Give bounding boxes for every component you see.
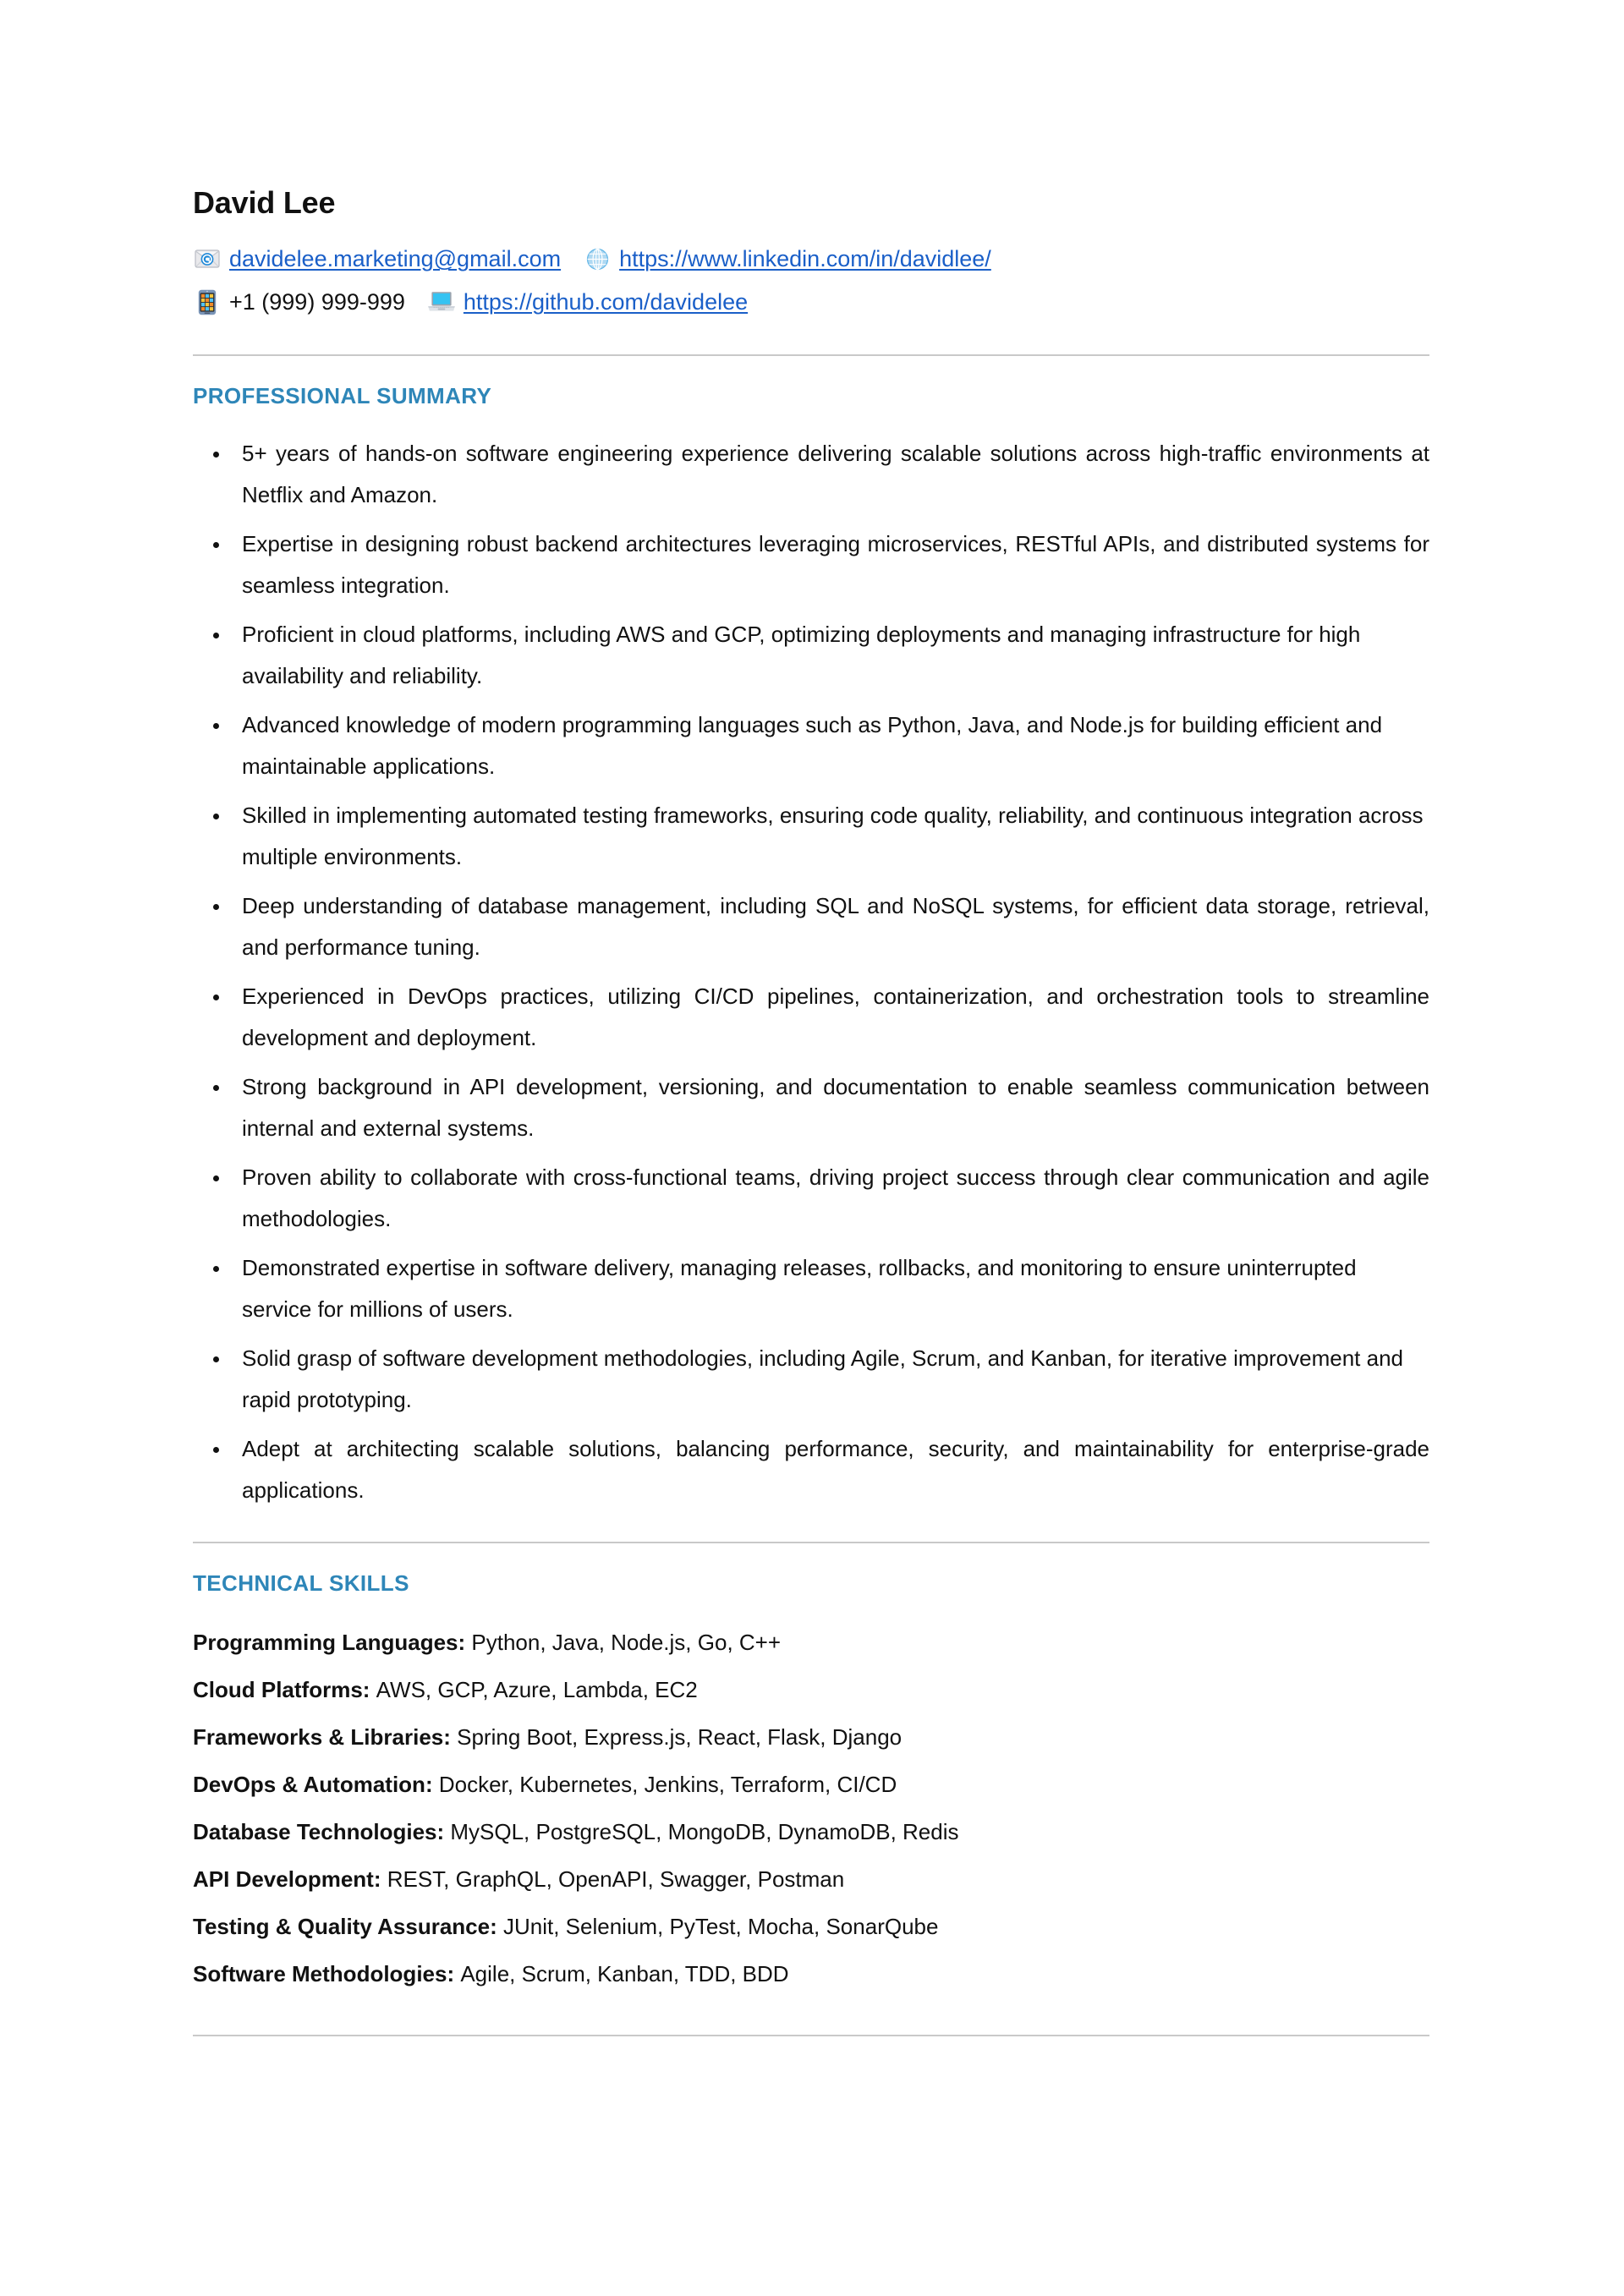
contact-row-2 <box>193 285 1429 319</box>
skills-divider <box>193 2035 1429 2036</box>
summary-bullet: Experienced in DevOps practices, utilizing CI/CD pipelines, containerization, and orchestration tools to streamline development and deployment. <box>193 976 1429 1059</box>
skill-label: Frameworks & Libraries: <box>193 1724 458 1750</box>
github-link[interactable]: https://github.com/davidelee <box>463 289 749 315</box>
skill-value: Docker, Kubernetes, Jenkins, Terraform, CI/CD <box>438 1772 897 1797</box>
skill-label: Database Technologies: <box>193 1819 451 1844</box>
mobile-phone-icon <box>193 289 222 315</box>
summary-bullet: Demonstrated expertise in software delivery, managing releases, rollbacks, and monitoring to ensure uninterrupted service for millions of users. <box>193 1247 1429 1330</box>
skill-row <box>193 1761 1429 1808</box>
laptop-icon <box>427 289 456 315</box>
contact-github[interactable] <box>427 288 748 316</box>
linkedin-link[interactable]: https://www.linkedin.com/in/davidlee/ <box>619 246 991 271</box>
globe-icon <box>583 246 612 271</box>
contact-row-1 <box>193 242 1429 276</box>
summary-bullet: Skilled in implementing automated testing frameworks, ensuring code quality, reliability, and continuous integration across multiple environments. <box>193 795 1429 878</box>
skill-value: Spring Boot, Express.js, React, Flask, Django <box>457 1724 903 1750</box>
skill-value: MySQL, PostgreSQL, MongoDB, DynamoDB, Redis <box>450 1819 959 1844</box>
skill-label: Software Methodologies: <box>193 1961 461 1986</box>
skill-row <box>193 1666 1429 1713</box>
phone-number: +1 (999) 999-999 <box>229 289 405 315</box>
skill-value: REST, GraphQL, OpenAPI, Swagger, Postman <box>387 1866 845 1892</box>
candidate-name: David Lee <box>193 185 336 220</box>
skill-value: AWS, GCP, Azure, Lambda, EC2 <box>376 1677 698 1702</box>
summary-bullet: Solid grasp of software development methodologies, including Agile, Scrum, and Kanban, for iterative improvement and rapid prototyping. <box>193 1338 1429 1421</box>
summary-divider <box>193 1542 1429 1543</box>
summary-bullet: 5+ years of hands-on software engineering experience delivering scalable solutions across high-traffic environments at Netflix and Amazon. <box>193 433 1429 516</box>
email-icon <box>193 246 222 271</box>
skill-label: API Development: <box>193 1866 387 1892</box>
skill-value: Python, Java, Node.js, Go, C++ <box>471 1630 782 1655</box>
contact-linkedin[interactable] <box>583 244 991 273</box>
skill-value: Agile, Scrum, Kanban, TDD, BDD <box>460 1961 789 1986</box>
professional-summary-list <box>193 433 1429 1511</box>
email-link[interactable]: davidelee.marketing@gmail.com <box>229 246 562 271</box>
header-divider <box>193 354 1429 356</box>
skill-label: DevOps & Automation: <box>193 1772 439 1797</box>
summary-bullet: Strong background in API development, versioning, and documentation to enable seamless communication between internal and external systems. <box>193 1066 1429 1149</box>
skill-label: Testing & Quality Assurance: <box>193 1914 503 1939</box>
resume-document <box>193 185 1429 2036</box>
summary-bullet: Proven ability to collaborate with cross-functional teams, driving project success through clear communication and agile methodologies. <box>193 1157 1429 1240</box>
summary-bullet: Proficient in cloud platforms, including AWS and GCP, optimizing deployments and managing infrastructure for high availability and reliability. <box>193 614 1429 697</box>
summary-bullet: Adept at architecting scalable solutions, balancing performance, security, and maintainability for enterprise-grade applications. <box>193 1428 1429 1511</box>
technical-skills-list <box>193 1619 1429 1997</box>
contact-email[interactable] <box>193 244 561 273</box>
skill-label: Programming Languages: <box>193 1630 472 1655</box>
contact-phone <box>193 288 405 316</box>
section-title-technical-skills: TECHNICAL SKILLS <box>193 1570 409 1596</box>
skill-label: Cloud Platforms: <box>193 1677 376 1702</box>
skill-row <box>193 1950 1429 1997</box>
summary-bullet: Deep understanding of database management, including SQL and NoSQL systems, for efficient data storage, retrieval, and performance tuning. <box>193 885 1429 968</box>
skill-row <box>193 1903 1429 1950</box>
skill-row <box>193 1619 1429 1666</box>
section-title-professional-summary: PROFESSIONAL SUMMARY <box>193 383 492 408</box>
skill-row <box>193 1855 1429 1903</box>
skill-row <box>193 1808 1429 1855</box>
summary-bullet: Expertise in designing robust backend architectures leveraging microservices, RESTful APIs, and distributed systems for seamless integration. <box>193 523 1429 606</box>
skill-value: JUnit, Selenium, PyTest, Mocha, SonarQube <box>502 1914 939 1939</box>
skill-row <box>193 1713 1429 1761</box>
summary-bullet: Advanced knowledge of modern programming languages such as Python, Java, and Node.js for building efficient and maintainable applications. <box>193 704 1429 787</box>
